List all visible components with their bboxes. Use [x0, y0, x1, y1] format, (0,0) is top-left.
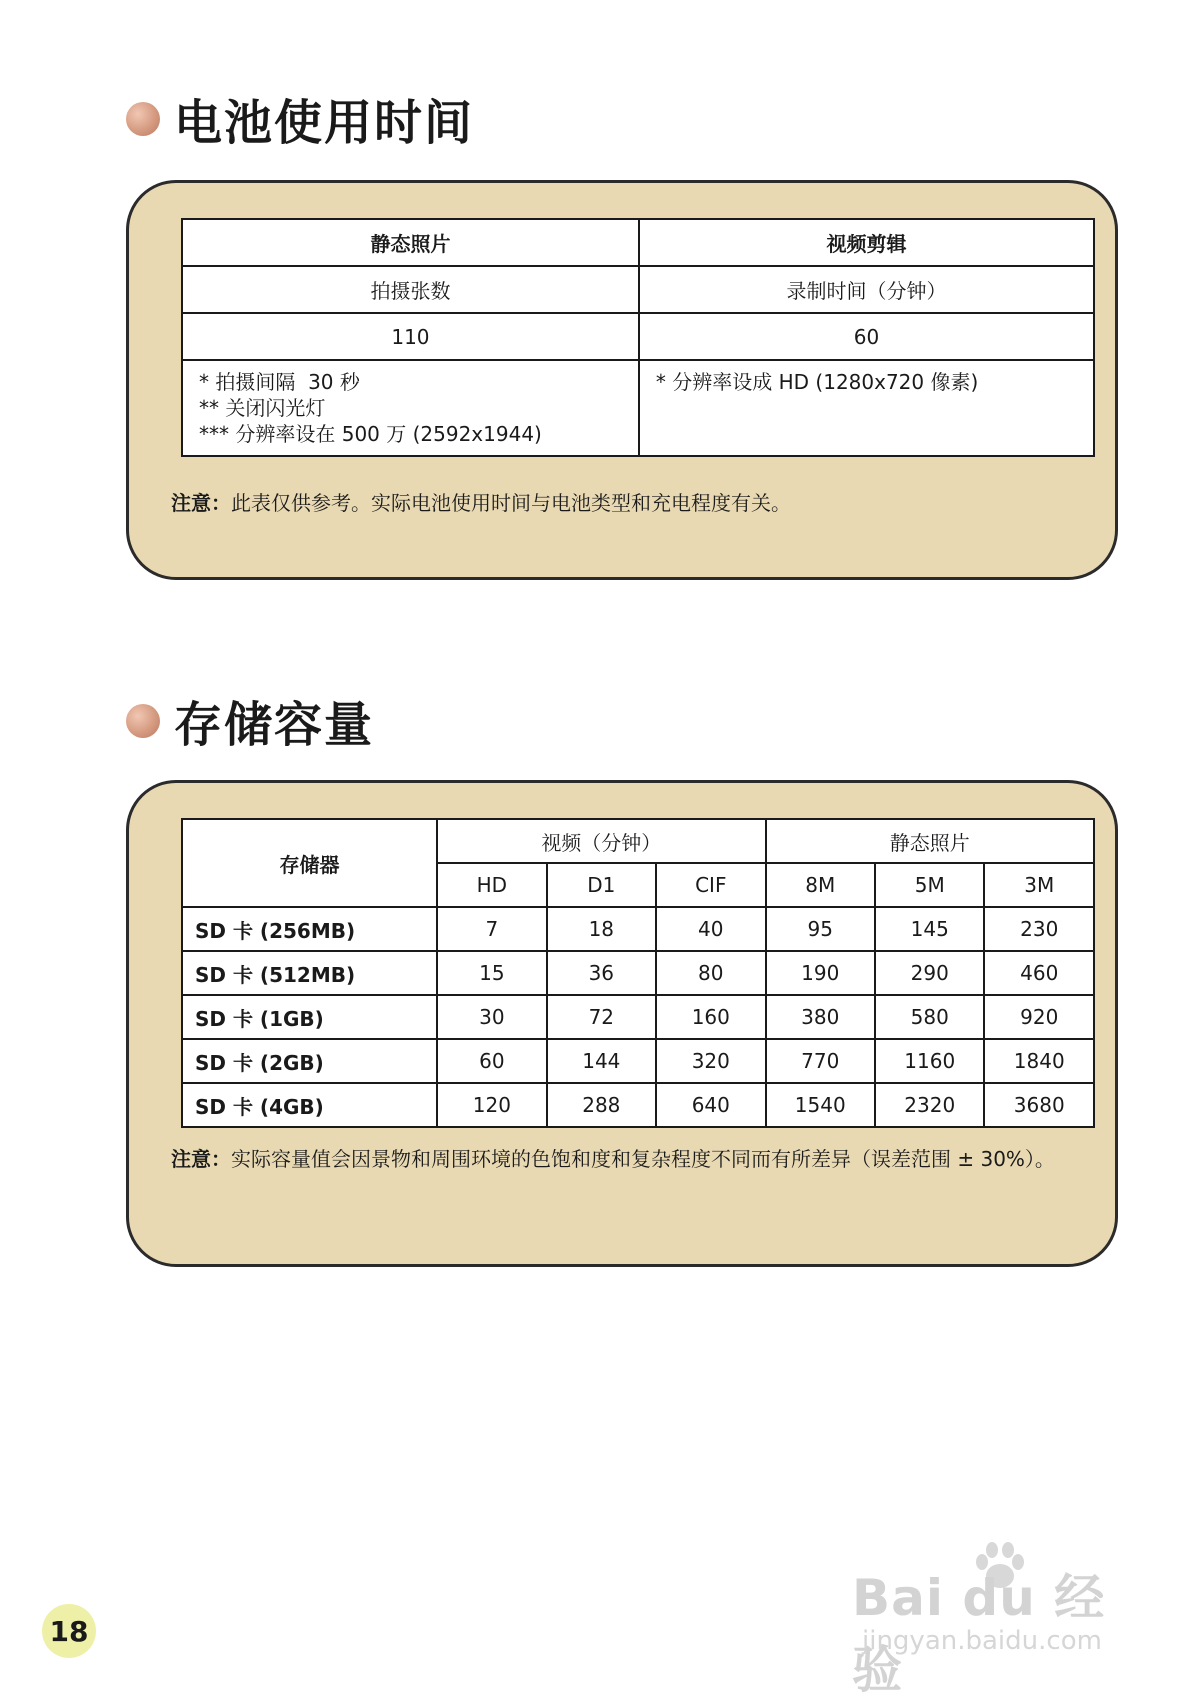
table-cell: 320 [656, 1039, 765, 1083]
table-cell: 2320 [875, 1083, 984, 1127]
table-cell: 460 [984, 951, 1094, 995]
table-cell: 120 [437, 1083, 546, 1127]
table-row [182, 819, 1094, 863]
table-row [182, 1039, 1094, 1083]
table-cell: 30 [437, 995, 546, 1039]
note-line: * 拍摄间隔 30 秒 [199, 370, 360, 394]
table-row [182, 360, 1094, 456]
column-header: 3M [984, 863, 1094, 907]
table-cell: 3680 [984, 1083, 1094, 1127]
storage-note [171, 1145, 1071, 1173]
storage-table [181, 818, 1095, 1128]
table-cell: 380 [766, 995, 875, 1039]
watermark [852, 1538, 1132, 1699]
table-row [182, 907, 1094, 951]
table-cell: 144 [547, 1039, 656, 1083]
column-header: 5M [875, 863, 984, 907]
note-line: * 分辨率设成 HD (1280x720 像素) [655, 370, 979, 394]
note-label: 注意： [171, 491, 231, 515]
battery-section-title [126, 84, 474, 153]
table-cell: 290 [875, 951, 984, 995]
table-cell: 7 [437, 907, 546, 951]
table-cell: 160 [656, 995, 765, 1039]
table-cell: 1840 [984, 1039, 1094, 1083]
table-row [182, 313, 1094, 360]
notes-video-clip [639, 360, 1094, 456]
note-line: ** 关闭闪光灯 [199, 396, 326, 420]
table-cell: 580 [875, 995, 984, 1039]
table-cell: 40 [656, 907, 765, 951]
table-cell: 920 [984, 995, 1094, 1039]
row-label: SD 卡 (512MB) [182, 951, 437, 995]
table-cell: 36 [547, 951, 656, 995]
subheader-record-time: 录制时间（分钟） [639, 266, 1094, 313]
note-text: 实际容量值会因景物和周围环境的色饱和度和复杂程度不同而有所差异（误差范围 ± 30%）。 [231, 1147, 1055, 1171]
header-video: 视频（分钟） [437, 819, 765, 863]
section-bullet-icon [126, 704, 160, 738]
battery-title-text: 电池使用时间 [174, 95, 475, 151]
table-cell: 288 [547, 1083, 656, 1127]
note-line: *** 分辨率设在 500 万 (2592x1944) [199, 422, 542, 446]
table-row [182, 219, 1094, 266]
table-row [182, 266, 1094, 313]
row-label: SD 卡 (4GB) [182, 1083, 437, 1127]
battery-table [181, 218, 1095, 457]
table-cell: 18 [547, 907, 656, 951]
note-text: 此表仅供参考。实际电池使用时间与电池类型和充电程度有关。 [231, 491, 791, 515]
table-cell: 1160 [875, 1039, 984, 1083]
table-cell: 80 [656, 951, 765, 995]
battery-note [171, 489, 1071, 517]
table-cell: 1540 [766, 1083, 875, 1127]
row-label: SD 卡 (2GB) [182, 1039, 437, 1083]
header-still-photo: 静态照片 [182, 219, 639, 266]
table-row [182, 951, 1094, 995]
storage-panel [126, 780, 1118, 1267]
subheader-shots: 拍摄张数 [182, 266, 639, 313]
value-record-time: 60 [639, 313, 1094, 360]
header-video-clip: 视频剪辑 [639, 219, 1094, 266]
column-header: D1 [547, 863, 656, 907]
storage-title-text: 存储容量 [174, 697, 375, 753]
table-cell: 95 [766, 907, 875, 951]
storage-section-title [126, 686, 374, 755]
page-number: 18 [42, 1604, 96, 1658]
header-photo: 静态照片 [766, 819, 1094, 863]
table-cell: 145 [875, 907, 984, 951]
value-shots: 110 [182, 313, 639, 360]
table-cell: 190 [766, 951, 875, 995]
watermark-brand: Bai du 经验 [852, 1569, 1106, 1699]
column-header: 8M [766, 863, 875, 907]
column-header: CIF [656, 863, 765, 907]
table-cell: 230 [984, 907, 1094, 951]
table-cell: 15 [437, 951, 546, 995]
table-cell: 72 [547, 995, 656, 1039]
table-cell: 770 [766, 1039, 875, 1083]
table-cell: 60 [437, 1039, 546, 1083]
table-cell: 640 [656, 1083, 765, 1127]
section-bullet-icon [126, 102, 160, 136]
note-label: 注意： [171, 1147, 231, 1171]
watermark-url: jingyan.baidu.com [862, 1626, 1102, 1656]
row-label: SD 卡 (1GB) [182, 995, 437, 1039]
column-header: HD [437, 863, 546, 907]
row-label: SD 卡 (256MB) [182, 907, 437, 951]
notes-still-photo [182, 360, 639, 456]
header-storage: 存储器 [182, 819, 437, 907]
table-row [182, 995, 1094, 1039]
battery-panel [126, 180, 1118, 580]
table-row [182, 1083, 1094, 1127]
